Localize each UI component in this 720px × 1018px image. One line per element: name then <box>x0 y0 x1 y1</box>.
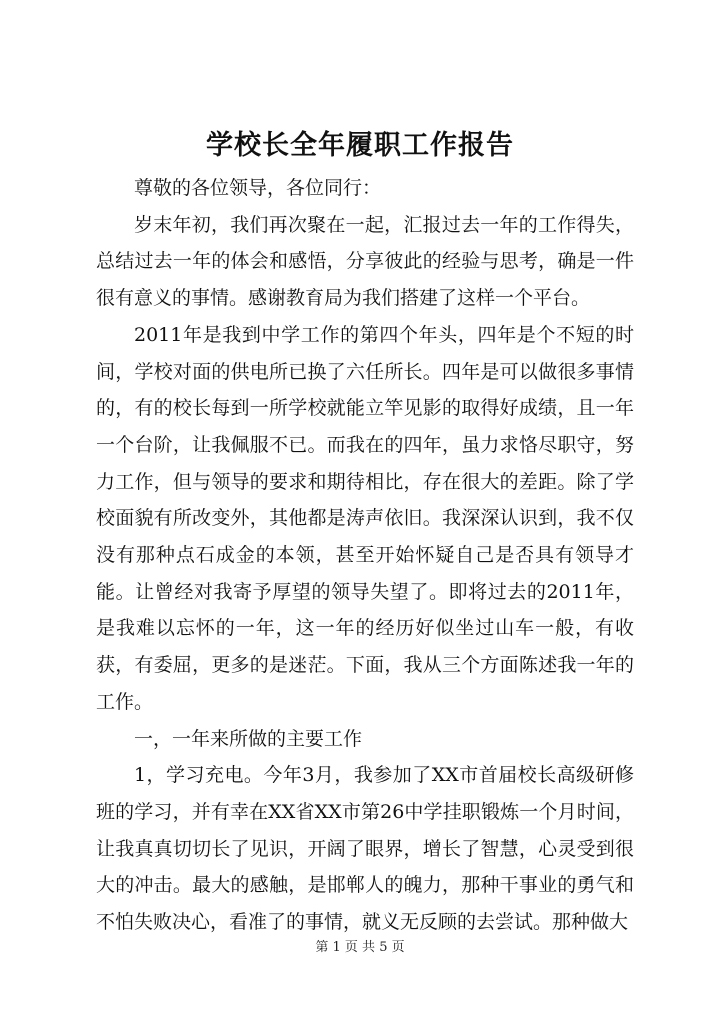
intro-paragraph: 岁末年初，我们再次聚在一起，汇报过去一年的工作得失，总结过去一年的体会和感悟，分享彼此的经验与思考，确是一件很有意义的事情。感谢教育局为我们搭建了这样一个平台。 <box>96 213 634 310</box>
review-paragraph: 2011年是我到中学工作的第四个年头，四年是个不短的时间，学校对面的供电所已换了六任所长。四年是可以做很多事情的，有的校长每到一所学校就能立竿见影的取得好成绩，且一年一个台阶，让我佩服不已。而我在的四年，虽力求恪尽职守，努力工作，但与领导的要求和期待相比，存在很大的差距。除了学校面貌有所改变外，其他都是涛声依旧。我深深认识到，我不仅没有那种点石成金的本领，甚至开始怀疑自己是否具有领导才能。让曾经对我寄予厚望的领导失望了。即将过去的2011年，是我难以忘怀的一年，这一年的经历好似坐过山车一般，有收获，有委屈，更多的是迷茫。下面，我从三个方面陈述我一年的工作。 <box>96 323 634 713</box>
salutation-paragraph: 尊敬的各位领导，各位同行： <box>134 177 382 199</box>
document-title: 学校长全年履职工作报告 <box>206 130 514 161</box>
study-paragraph: 1，学习充电。今年3月，我参加了XX市首届校长高级研修班的学习，并有幸在XX省XX市第26中学挂职锻炼一个月时间，让我真真切切长了见识，开阔了眼界，增长了智慧，心灵受到很大的冲击。最大的感触，是邯郸人的魄力，那种干事业的勇气和不怕失败决心，看准了的事情，就义无反顾的去尝试。那种做大 <box>96 764 634 934</box>
page-number-footer: 第 1 页 共 5 页 <box>315 940 405 955</box>
section-heading: 一，一年来所做的主要工作 <box>134 727 363 750</box>
document-body <box>96 170 634 941</box>
